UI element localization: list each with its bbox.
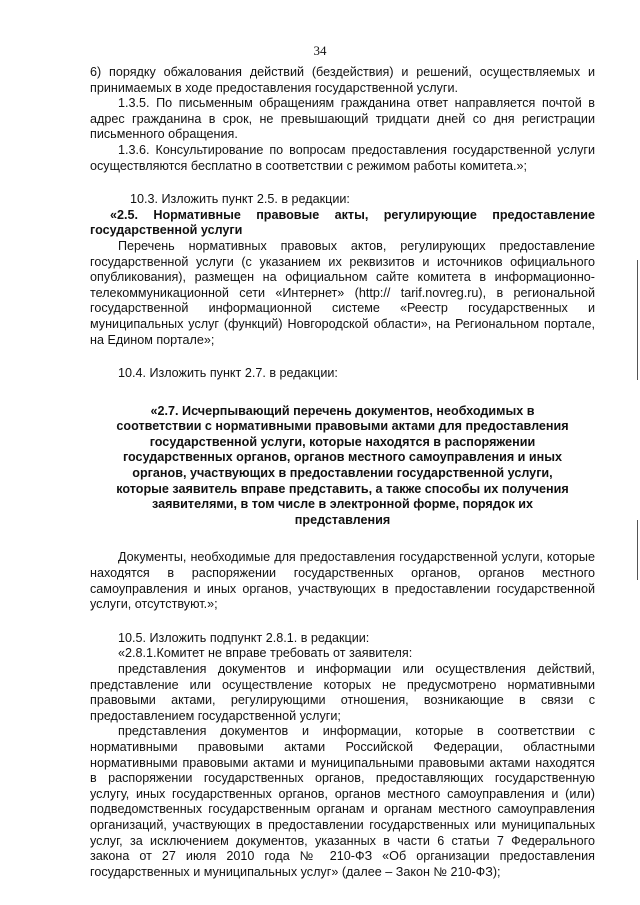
paragraph-2-8-1-item-1: представления документов и информации или осуществления действий, представление или осуществление которых не предусмотрено нормативными правовыми актами, регулирующими отношения, возникающие в связи с предоставлением государственной услуги; bbox=[90, 662, 595, 723]
paragraph-item-6: 6) порядку обжалования действий (бездействия) и решений, осуществляемых и принимаемых в ходе предоставления государственной услуги. bbox=[90, 65, 595, 95]
heading-2-5: «2.5. Нормативные правовые акты, регулирующие предоставление государственной услуги bbox=[90, 207, 595, 238]
instruction-10-5: 10.5. Изложить подпункт 2.8.1. в редакции: bbox=[118, 630, 370, 645]
page-number: 34 bbox=[313, 43, 327, 58]
instruction-10-4: 10.4. Изложить пункт 2.7. в редакции: bbox=[118, 366, 338, 381]
scan-edge-line bbox=[637, 260, 638, 380]
document-body bbox=[90, 65, 595, 880]
paragraph-2-7-body: Документы, необходимые для предоставления государственной услуги, которые находятся в распоряжении государственных органов, органов местного самоуправления и иных органов, участвующих в предоставлении государственной услуги, отсутствуют.»; bbox=[90, 550, 595, 612]
instruction-10-3: 10.3. Изложить пункт 2.5. в редакции: bbox=[130, 192, 350, 207]
paragraph-2-8-1-item-2: представления документов и информации, которые в соответствии с нормативными правовыми актами Российской Федерации, областными нормативными правовыми актами и муниципальными правовыми актами находятся в распоряжении государственных органов, предоставляющих государственную услугу, иных государственных органов, органов местного самоуправления и (или) подведомственных государственным органам и органам местного самоуправления организаций, участвующих в предоставлении государственных или муниципальных услуг, за исключением документов, указанных в части 6 статьи 7 Федерального закона от 27 июля 2010 года № 210-ФЗ «Об организации предоставления государственных и муниципальных услуг» (далее – Закон № 210-ФЗ); bbox=[90, 724, 595, 879]
scan-edge-line bbox=[637, 520, 638, 580]
paragraph-2-8-1: «2.8.1.Комитет не вправе требовать от заявителя: bbox=[118, 646, 413, 661]
heading-2-7: «2.7. Исчерпывающий перечень документов, необходимых в соответствии с нормативными правовыми актами для предоставления государственной услуги, которые находятся в распоряжении государственных органов, органов местного самоуправления и иных органов, участвующих в предоставлении государственной услуги, которые заявитель вправе представить, а также способы их получения заявителями, в том числе в электронной форме, порядок их представления bbox=[116, 403, 569, 527]
paragraph-2-5-body: Перечень нормативных правовых актов, регулирующих предоставление государственной услуги (с указанием их реквизитов и источников официального опубликования), размещен на официальном сайте комитета в информационно-телекоммуникационной сети «Интернет» (http:// tarif.novreg.ru), в региональной государственной информационной системе «Реестр государственных и муниципальных услуг (функций) Новгородской области», на Региональном портале, на Едином портале»; bbox=[90, 238, 595, 347]
paragraph-1-3-6: 1.3.6. Консультирование по вопросам предоставления государственной услуги осуществляются бесплатно в соответствии с режимом работы комитета.»; bbox=[90, 142, 595, 173]
paragraph-1-3-5: 1.3.5. По письменным обращениям гражданина ответ направляется почтой в адрес гражданина в срок, не превышающий тридцати дней со дня регистрации письменного обращения. bbox=[90, 96, 595, 142]
